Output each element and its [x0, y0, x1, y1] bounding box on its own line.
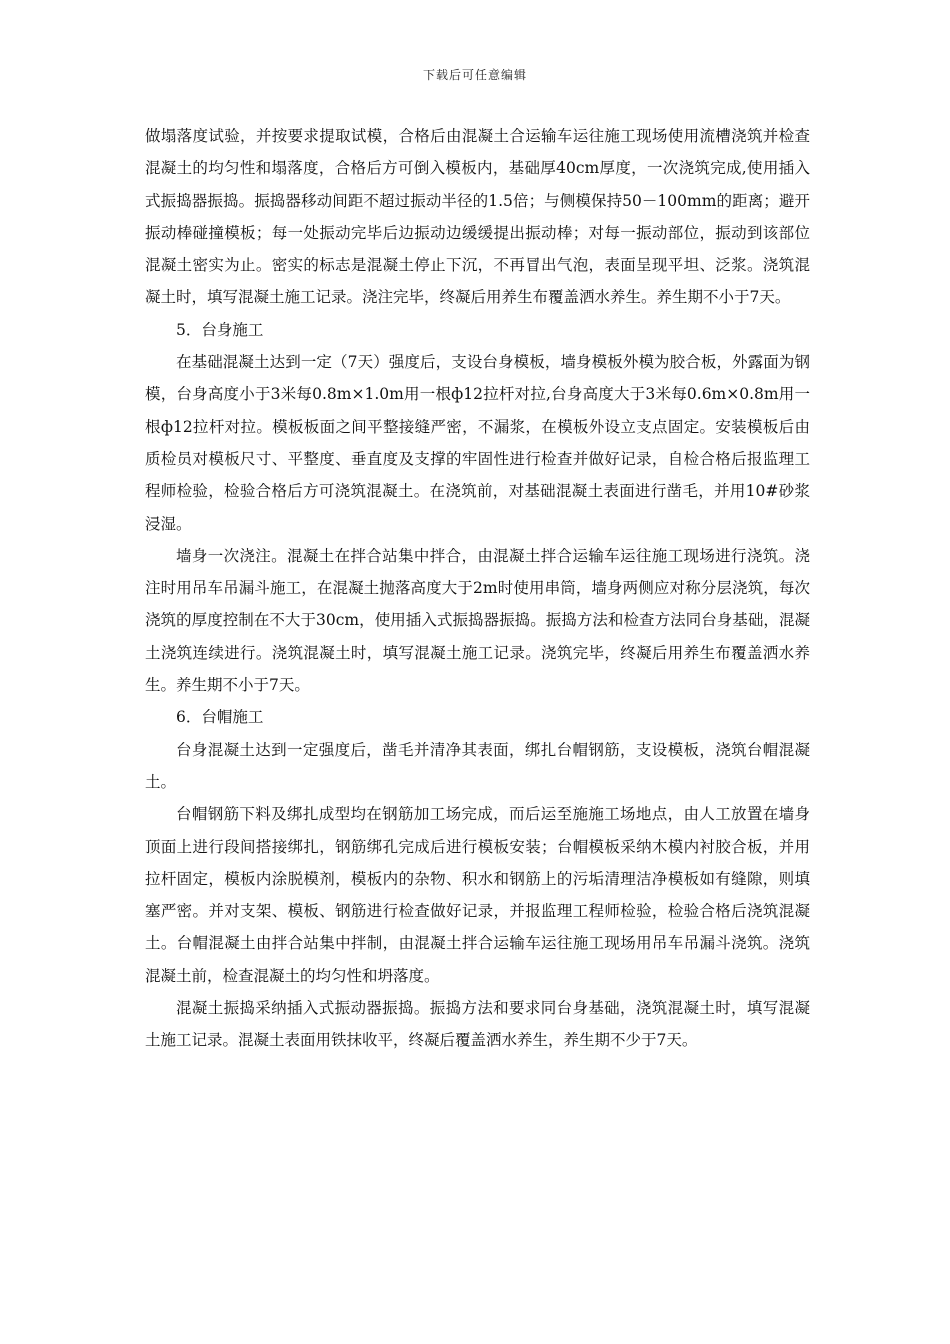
section-heading-5: 5．台身施工 [176, 320, 264, 339]
page-header: 下载后可任意编辑 [422, 68, 527, 82]
paragraph-wall-pouring: 墙身一次浇注。混凝土在拌合站集中拌合，由混凝土拌合运输车运往施工现场进行浇筑。浇注时用吊车吊漏斗施工，在混凝土抛落高度大于2m时使用串筒，墙身两侧应对称分层浇筑，每次浇筑的厚度控制在不大于30cm，使用插入式振捣器振捣。振捣方法和检查方法同台身基础，混凝土浇筑连续进行。浇筑混凝土时，填写混凝土施工记录。浇筑完毕，终凝后用养生布覆盖洒水养生。养生期不小于7天。 [145, 546, 810, 695]
paragraph-cap-rebar: 台帽钢筋下料及绑扎成型均在钢筋加工场完成，而后运至施施工场地点，由人工放置在墙身顶面上进行段间搭接绑扎，钢筋绑孔完成后进行模板安装；台帽模板采纳木模内衬胶合板，并用拉杆固定，模板内涂脱模剂，模板内的杂物、积水和钢筋上的污垢清理洁净模板如有缝隙，则填塞严密。并对支架、模板、钢筋进行检查做好记录，并报监理工程师检验，检验合格后浇筑混凝土。台帽混凝土由拌合站集中拌制，由混凝土拌合运输车运往施工现场用吊车吊漏斗浇筑。浇筑混凝土前，检查混凝土的均匀性和坍落度。 [145, 805, 810, 985]
document-body [145, 120, 810, 1057]
paragraph-continuation: 做塌落度试验，并按要求提取试模，合格后由混凝土合运输车运往施工现场使用流槽浇筑并检查混凝土的均匀性和塌落度，合格后方可倒入模板内，基础厚40cm厚度，一次浇筑完成,使用插入式振捣器振捣。振捣器移动间距不超过振动半径的1.5倍；与侧模保持50－100mm的距离；避开振动棒碰撞模板；每一处振动完毕后边振动边缓缓提出振动棒；对每一振动部位，振动到该部位混凝土密实为止。密实的标志是混凝土停止下沉，不再冒出气泡，表面呈现平坦、泛浆。浇筑混凝土时，填写混凝土施工记录。浇注完毕，终凝后用养生布覆盖洒水养生。养生期不小于7天。 [145, 127, 810, 307]
section-heading-6: 6．台帽施工 [176, 708, 264, 727]
paragraph-cap-intro: 台身混凝土达到一定强度后，凿毛并清净其表面，绑扎台帽钢筋，支设模板，浇筑台帽混凝土。 [145, 740, 810, 791]
paragraph-abutment-formwork: 在基础混凝土达到一定（7天）强度后，支设台身模板，墙身模板外模为胶合板，外露面为钢模，台身高度小于3米每0.8m×1.0m用一根ф12拉杆对拉,台身高度大于3米每0.6m×0.8m用一根ф12拉杆对拉。模板板面之间平整接缝严密，不漏浆，在模板外设立支点固定。安装模板后由质检员对模板尺寸、平整度、垂直度及支撑的牢固性进行检查并做好记录，自检合格后报监理工程师检验，检验合格后方可浇筑混凝土。在浇筑前，对基础混凝土表面进行凿毛，并用10#砂浆浸湿。 [145, 353, 810, 533]
paragraph-cap-vibration: 混凝土振捣采纳插入式振动器振捣。振捣方法和要求同台身基础，浇筑混凝土时，填写混凝土施工记录。混凝土表面用铁抹收平，终凝后覆盖洒水养生，养生期不少于7天。 [145, 999, 810, 1050]
